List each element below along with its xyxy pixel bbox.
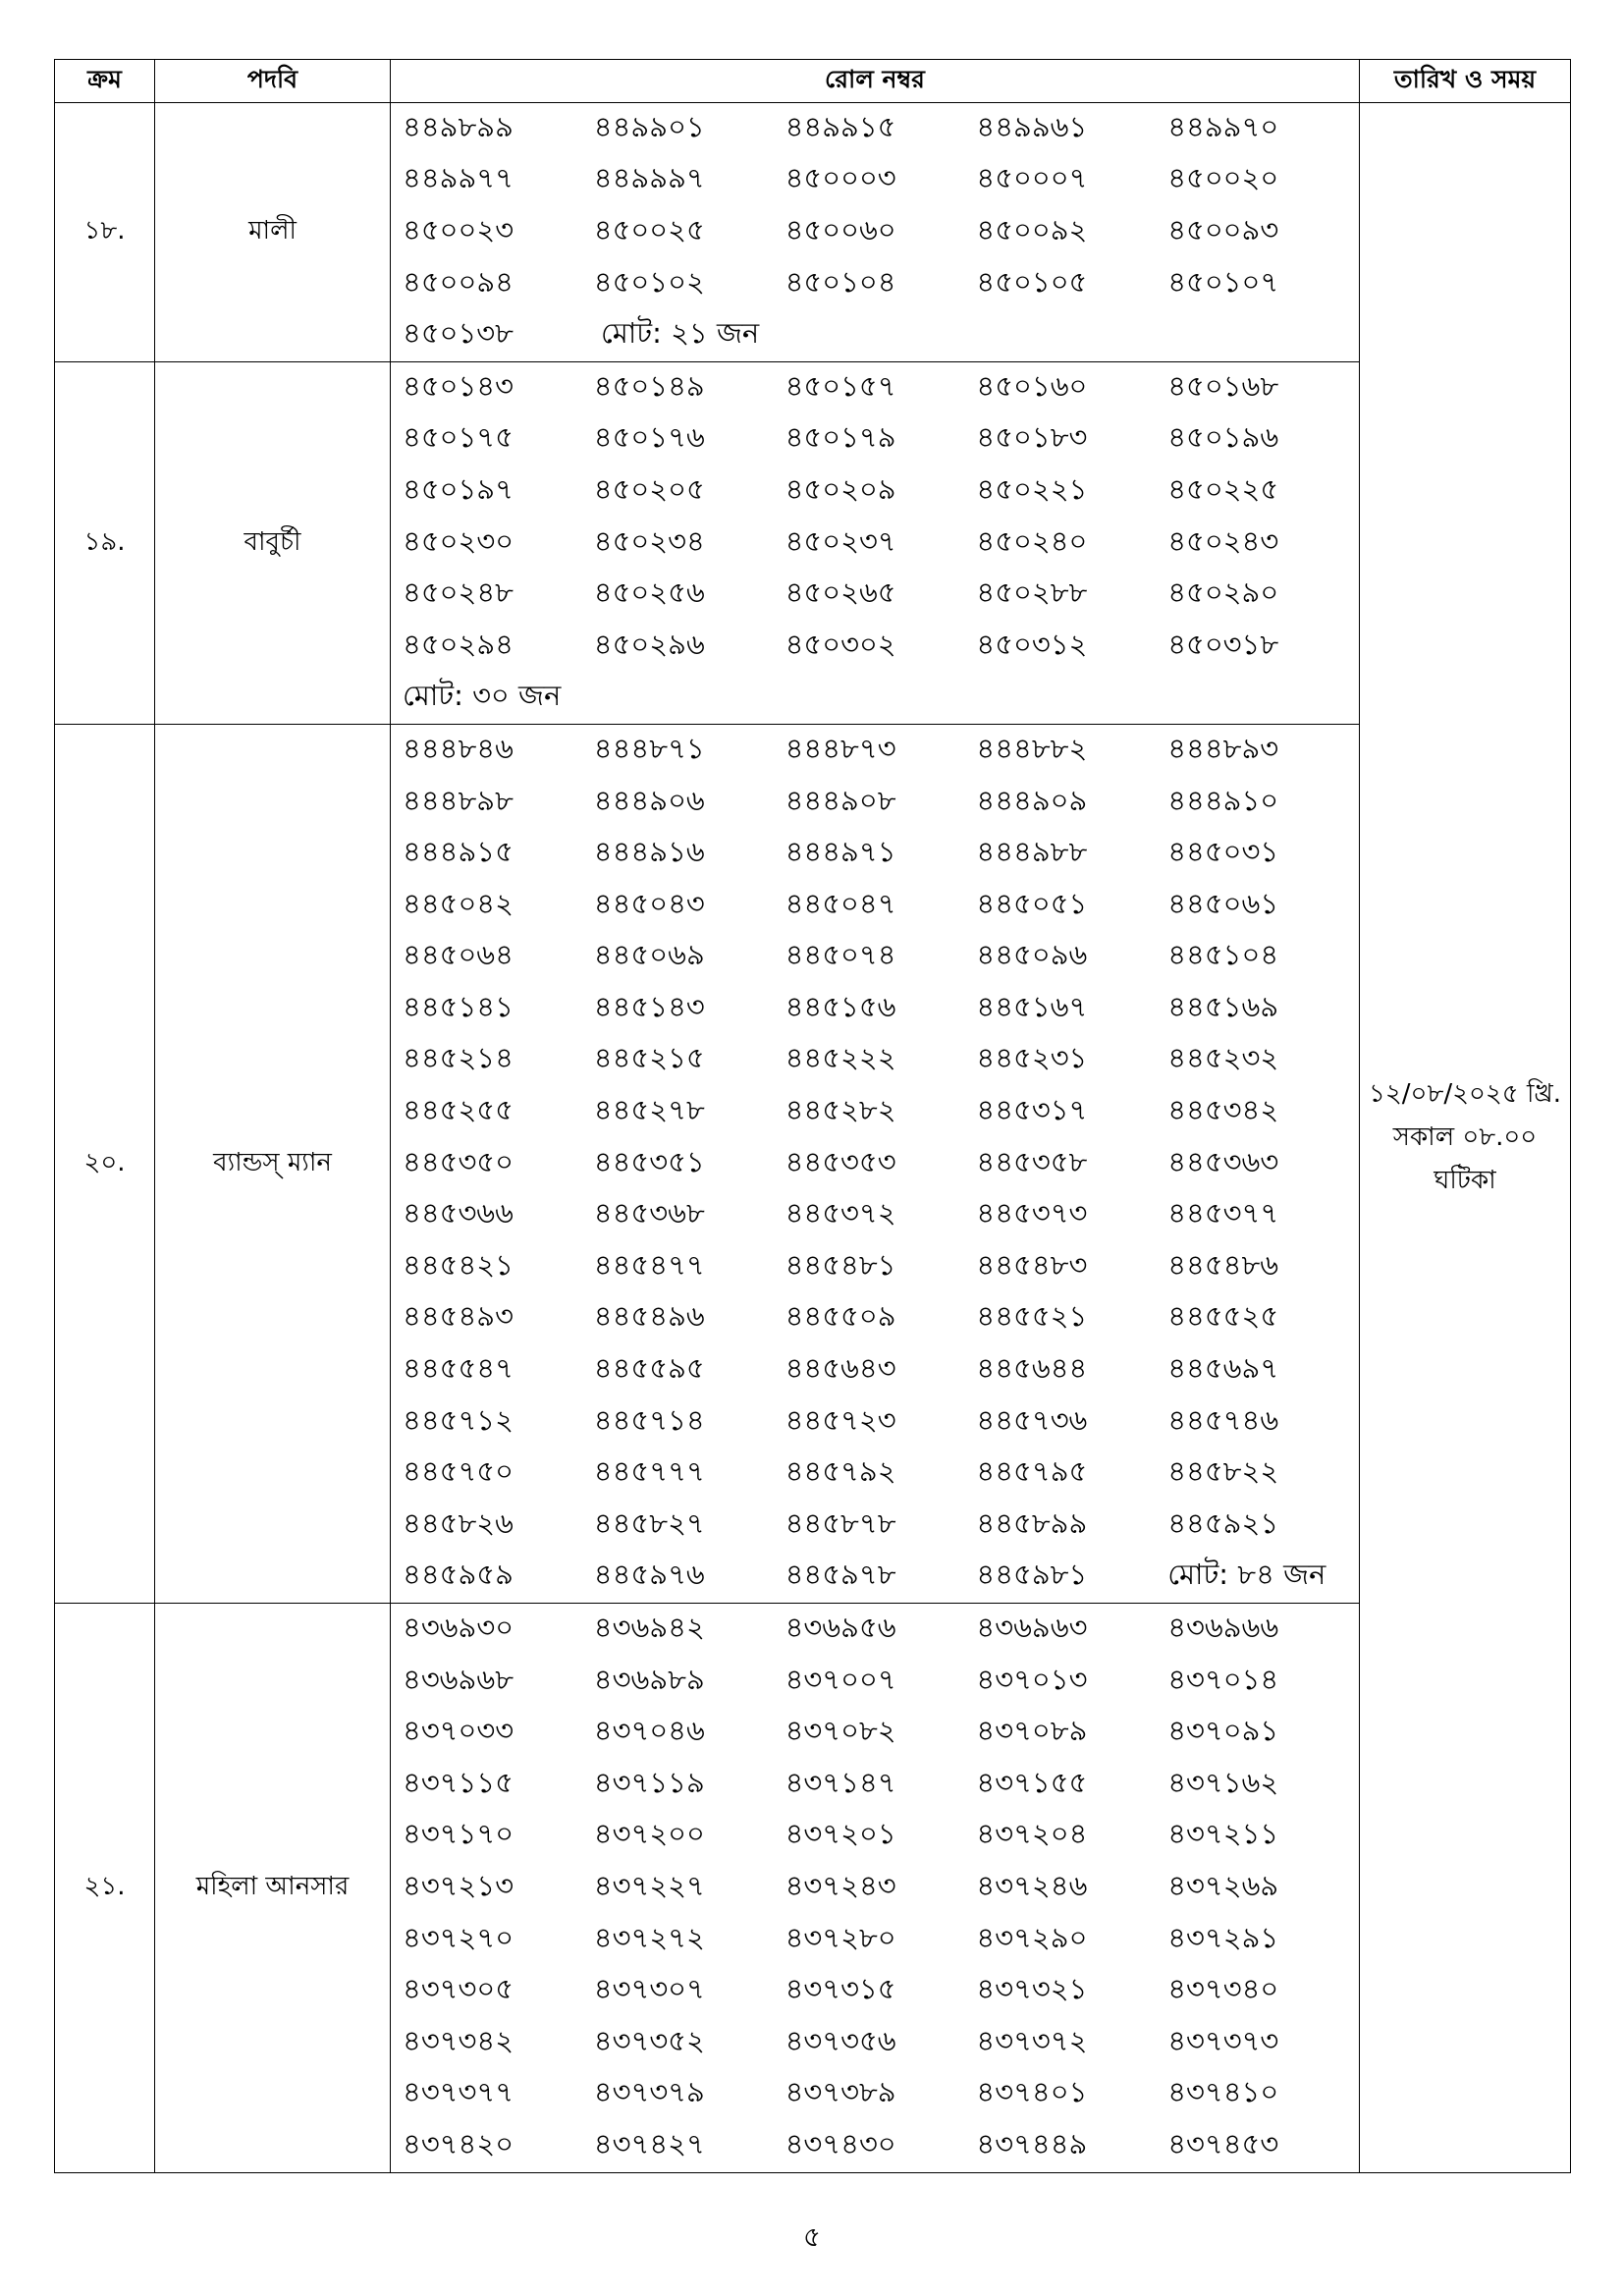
roll-number: ৪৪৫৩৭৭ (1167, 1196, 1279, 1230)
roll-number: ৪৫০২৩৪ (593, 523, 705, 558)
roll-number: ৪৪৫০৯৬ (976, 938, 1088, 972)
roll-number: ৪৪৫৩৪২ (1167, 1093, 1279, 1127)
roll-number: ৪৪৪৮৯৩ (1167, 731, 1279, 765)
roll-row (391, 1241, 1359, 1293)
roll-number: ৪৪৫২৮২ (785, 1093, 896, 1127)
roll-row (391, 932, 1359, 984)
roll-row (391, 362, 1359, 414)
roll-number: ৪৪৫৮২৭ (593, 1505, 705, 1540)
roll-row (391, 1707, 1359, 1759)
roll-number: ৪৪৫৫৯৫ (593, 1351, 705, 1386)
roll-number: ৪৪৫২৩১ (976, 1041, 1088, 1075)
roll-number: ৪৩৬৯৬৮ (403, 1662, 514, 1696)
roll-number: ৪৪৫৭৪৬ (1167, 1402, 1279, 1437)
roll-row (391, 1862, 1359, 1914)
roll-number: ৪৪৫০৩১ (1167, 835, 1279, 869)
group-serial: ১৮. (55, 103, 155, 362)
roll-number: ৪৩৭২৪৬ (976, 1868, 1088, 1902)
roll-number: ৪৪৫০৪৭ (785, 886, 896, 920)
group-post: বাবুর্চী (155, 361, 391, 724)
roll-number: ৪৩৭২৯১ (1167, 1920, 1279, 1954)
roll-number: ৪৪৫২১৫ (593, 1041, 705, 1075)
roll-number: ৪৩৭৩২১ (976, 1972, 1088, 2006)
roll-row (391, 1500, 1359, 1552)
roll-row (391, 155, 1359, 207)
roll-number: ৪৪৫৫২৫ (1167, 1299, 1279, 1334)
date-line: ১২/০৮/২০২৫ খ্রি. (1369, 1079, 1561, 1110)
roll-number: ৪৩৭৪২৭ (593, 2126, 705, 2160)
roll-number: ৪৪৪৯৭১ (785, 835, 896, 869)
group-serial: ১৯. (55, 361, 155, 724)
roll-number: ৪৩৭২০১ (785, 1817, 896, 1851)
group-row (55, 1604, 1571, 2173)
roll-number: ৪৪৫১০৪ (1167, 938, 1279, 972)
roll-number: ৪৫০২২৫ (1167, 471, 1279, 506)
roll-number: ৪৪৫৩৬৩ (1167, 1144, 1279, 1178)
roll-number: ৪৩৭৩৪২ (403, 2023, 514, 2057)
group-serial: ২১. (55, 1604, 155, 2173)
roll-number-table (54, 59, 1571, 2173)
roll-row (391, 1189, 1359, 1241)
roll-row (391, 1293, 1359, 1345)
roll-number: ৪৪৫৯৮১ (976, 1558, 1088, 1592)
roll-number: ৪৩৭৪৪৯ (976, 2126, 1088, 2160)
roll-number: ৪৫০১৯৬ (1167, 420, 1279, 455)
roll-number: ৪৩৭০৪৬ (593, 1714, 705, 1748)
roll-number: ৪৩৭৩০৭ (593, 1972, 705, 2006)
roll-row (391, 518, 1359, 570)
roll-number: ৪৫০২৯৪ (403, 627, 514, 661)
roll-number: ৪৪৫১৬৯ (1167, 989, 1279, 1023)
roll-number: ৪৪৪৯০৯ (976, 783, 1088, 817)
roll-number: ৪৩৭৪২০ (403, 2126, 514, 2160)
roll-number: ৪৪৫৬৪৩ (785, 1351, 896, 1386)
roll-number: ৪৪৫২৫৫ (403, 1093, 514, 1127)
roll-number: ৪৫০২২১ (976, 471, 1088, 506)
roll-number: ৪৪৫৭১৪ (593, 1402, 705, 1437)
roll-number: ৪৩৭৩৫৬ (785, 2023, 896, 2057)
roll-number: ৪৪৫৮৭৮ (785, 1505, 896, 1540)
roll-row (391, 777, 1359, 829)
roll-number: ৪৪৫৩৭৩ (976, 1196, 1088, 1230)
roll-number: ৪৫০০০৭ (976, 161, 1088, 195)
roll-number: ৪৪৪৯৮৮ (976, 835, 1088, 869)
roll-row (391, 880, 1359, 932)
roll-number: ৪৪৫০৫১ (976, 886, 1088, 920)
roll-number: ৪৫০২৯০ (1167, 575, 1279, 610)
roll-number: ৪৪৫৬৪৪ (976, 1351, 1088, 1386)
roll-row (391, 1759, 1359, 1811)
roll-number: ৪৩৭০৮২ (785, 1714, 896, 1748)
roll-number: ৪৩৭৩৭৯ (593, 2075, 705, 2109)
roll-number: ৪৩৭২৯০ (976, 1920, 1088, 1954)
roll-number: ৪৫০১০৭ (1167, 264, 1279, 299)
roll-row (391, 1811, 1359, 1863)
roll-row (391, 1396, 1359, 1449)
roll-row (391, 828, 1359, 880)
header-post: পদবি (155, 60, 391, 103)
roll-row (391, 1344, 1359, 1396)
roll-number: ৪৫০০২০ (1167, 161, 1279, 195)
roll-number: ৪৫০২৪৩ (1167, 523, 1279, 558)
roll-number: ৪৩৭৪৩০ (785, 2126, 896, 2160)
roll-number: ৪৪৪৮৭৩ (785, 731, 896, 765)
group-row (55, 103, 1571, 362)
roll-number: ৪৩৭৪০১ (976, 2075, 1088, 2109)
roll-number: ৪৪৫৩৫১ (593, 1144, 705, 1178)
roll-number: ৪৪৫৪৮৬ (1167, 1247, 1279, 1282)
roll-number: ৪৫০১৭৬ (593, 420, 705, 455)
roll-number: ৪৩৭২৭০ (403, 1920, 514, 1954)
roll-number: ৪৫০২০৯ (785, 471, 896, 506)
roll-number: ৪৪৪৮৯৮ (403, 783, 514, 817)
roll-number: ৪৩৭২০০ (593, 1817, 705, 1851)
roll-number: ৪৪৫৩৫৮ (976, 1144, 1088, 1178)
roll-number: ৪৫০০৬০ (785, 212, 896, 246)
roll-number: ৪৫০২০৫ (593, 471, 705, 506)
roll-number: ৪৫০১৭৯ (785, 420, 896, 455)
roll-number: ৪৫০১০৫ (976, 264, 1088, 299)
roll-number: ৪৩৭৩১৫ (785, 1972, 896, 2006)
roll-number: ৪৪৫০৬৯ (593, 938, 705, 972)
roll-row (391, 2017, 1359, 2069)
table-header-row (55, 60, 1571, 103)
roll-number: ৪৫০১৬৮ (1167, 368, 1279, 403)
roll-number: ৪৩৭২৬৯ (1167, 1868, 1279, 1902)
roll-number: ৪৩৭০১৪ (1167, 1662, 1279, 1696)
roll-number: ৪৪৫৯৫৯ (403, 1558, 514, 1592)
roll-number: ৪৩৭২৮০ (785, 1920, 896, 1954)
roll-number: ৪৪৪৮৪৬ (403, 731, 514, 765)
roll-number: ৪৪৯৮৯৯ (403, 109, 514, 143)
roll-number: ৪৫০২৪০ (976, 523, 1088, 558)
group-roll-list (391, 103, 1360, 362)
roll-row (391, 1914, 1359, 1966)
roll-number: ৪৫০২৮৮ (976, 575, 1088, 610)
roll-number: ৪৩৭২৪৩ (785, 1868, 896, 1902)
roll-number: ৪৫০০২৫ (593, 212, 705, 246)
roll-number: ৪৪৫৯৭৮ (785, 1558, 896, 1592)
roll-row (391, 725, 1359, 777)
roll-number: ৪৫০২৬৫ (785, 575, 896, 610)
roll-number: ৪৪৫১৪৩ (593, 989, 705, 1023)
roll-number: ৪৫০২৩০ (403, 523, 514, 558)
roll-number: ৪৫০২৯৬ (593, 627, 705, 661)
roll-number: ৪৪৯৯৬১ (976, 109, 1088, 143)
roll-number: ৪৪৫৮৯৯ (976, 1505, 1088, 1540)
roll-number: ৪৫০০৯৩ (1167, 212, 1279, 246)
roll-number: ৪৪৪৮৭১ (593, 731, 705, 765)
roll-number: ৪৪৫৪৯৩ (403, 1299, 514, 1334)
roll-number: ৪৩৬৯৮৯ (593, 1662, 705, 1696)
roll-row (391, 414, 1359, 466)
roll-number: ৪৩৭১৭০ (403, 1817, 514, 1851)
roll-number: ৪৩৭৪১০ (1167, 2075, 1279, 2109)
roll-number: ৪৫০৩০২ (785, 627, 896, 661)
roll-number: ৪৩৬৯৩০ (403, 1611, 514, 1645)
roll-number: ৪৪৯৯৭০ (1167, 109, 1279, 143)
roll-number: ৪৪৫৮২৬ (403, 1505, 514, 1540)
roll-number: ৪৩৭১১৯ (593, 1765, 705, 1799)
roll-row (391, 1552, 1359, 1604)
roll-number: ৪৫০০০৩ (785, 161, 896, 195)
roll-number: ৪৪৫০৭৪ (785, 938, 896, 972)
roll-row (391, 1604, 1359, 1656)
roll-row (391, 569, 1359, 621)
group-row (55, 361, 1571, 724)
roll-row (391, 2120, 1359, 2172)
roll-row (391, 1965, 1359, 2017)
roll-number: ৪৪৫৫২১ (976, 1299, 1088, 1334)
roll-row (391, 2069, 1359, 2121)
roll-number: ৪৪৫১৬৭ (976, 989, 1088, 1023)
roll-number: ৪৫০১৪৩ (403, 368, 514, 403)
roll-number: ৪৩৭৪৫৩ (1167, 2126, 1279, 2160)
roll-number: ৪৪৫৯২১ (1167, 1505, 1279, 1540)
roll-number: ৪৪৫০৪২ (403, 886, 514, 920)
roll-number: ৪৪৫৪২১ (403, 1247, 514, 1282)
roll-number: ৪৪৪৯১০ (1167, 783, 1279, 817)
roll-number: ৪৫০২৪৮ (403, 575, 514, 610)
roll-row (391, 983, 1359, 1035)
roll-number: ৪৪৫১৫৬ (785, 989, 896, 1023)
roll-row (391, 1138, 1359, 1190)
roll-number: ৪৩৭৩৭২ (976, 2023, 1088, 2057)
roll-row (391, 258, 1359, 310)
roll-number: ৪৪৫৫০৯ (785, 1299, 896, 1334)
roll-number: ৪৪৪৮৮২ (976, 731, 1088, 765)
roll-number: ৪৩৬৯৪২ (593, 1611, 705, 1645)
roll-number: ৪৪৫৩৫৩ (785, 1144, 896, 1178)
roll-number: ৪৪৫৭৯২ (785, 1454, 896, 1489)
roll-number: ৪৪৫৭১২ (403, 1402, 514, 1437)
roll-number: ৪৪৪৯১৫ (403, 835, 514, 869)
group-total: মোট: ৩০ জন (403, 679, 562, 713)
roll-number: ৪৩৭২৭২ (593, 1920, 705, 1954)
roll-number: ৪৪৫৭৩৬ (976, 1402, 1088, 1437)
roll-number: ৪৫০১০২ (593, 264, 705, 299)
roll-number: ৪৩৭০১৩ (976, 1662, 1088, 1696)
roll-row (391, 1035, 1359, 1087)
roll-number: ৪৩৭১৫৫ (976, 1765, 1088, 1799)
roll-number: ৪৩৭২১১ (1167, 1817, 1279, 1851)
roll-number: ৪৪৫৭৭৭ (593, 1454, 705, 1489)
roll-number: ৪৪৫৩৬৬ (403, 1196, 514, 1230)
roll-number: ৪৪৫৩৭২ (785, 1196, 896, 1230)
roll-number: ৪৪৫২৩২ (1167, 1041, 1279, 1075)
roll-number: ৪৩৬৯৬৬ (1167, 1611, 1279, 1645)
roll-number: ৪৪৫৬৯৭ (1167, 1351, 1279, 1386)
roll-row (391, 206, 1359, 258)
roll-number: ৪৫০০২৩ (403, 212, 514, 246)
roll-number: ৪৪৫৪৮৩ (976, 1247, 1088, 1282)
roll-number: ৪৪৫৪৯৬ (593, 1299, 705, 1334)
roll-number: ৪৩৭০৩৩ (403, 1714, 514, 1748)
roll-number: ৪৩৭৩৭৭ (403, 2075, 514, 2109)
roll-number: ৪৪৪৯০৬ (593, 783, 705, 817)
roll-number: ৪৫০১৬০ (976, 368, 1088, 403)
group-roll-list (391, 1604, 1360, 2173)
roll-number: ৪৪৫৩৬৮ (593, 1196, 705, 1230)
roll-number: ৪৪৫৭৫০ (403, 1454, 514, 1489)
roll-number: ৪৪৫২২২ (785, 1041, 896, 1075)
header-serial: ক্রম (55, 60, 155, 103)
group-post: মহিলা আনসার (155, 1604, 391, 2173)
roll-number: ৪৪৯৯০১ (593, 109, 705, 143)
roll-row (391, 1086, 1359, 1138)
roll-number: ৪৪৫৭৯৫ (976, 1454, 1088, 1489)
roll-number: ৪৩৭০৮৯ (976, 1714, 1088, 1748)
roll-number: ৪৫০১৪৯ (593, 368, 705, 403)
roll-row (391, 309, 1359, 361)
roll-number: ৪৪৫০৬৪ (403, 938, 514, 972)
roll-row (391, 673, 1359, 725)
roll-row (391, 1448, 1359, 1500)
roll-number: ৪৪৫১৪১ (403, 989, 514, 1023)
roll-number: ৪৪৫২১৪ (403, 1041, 514, 1075)
roll-number: ৪৫০৩১৮ (1167, 627, 1279, 661)
roll-number: ৪৩৭১১৫ (403, 1765, 514, 1799)
roll-row (391, 1656, 1359, 1708)
roll-number: ৪৫০২৫৬ (593, 575, 705, 610)
roll-number: ৪৪৯৯৭৭ (403, 161, 514, 195)
roll-number: ৪৫০০৯২ (976, 212, 1088, 246)
header-date-time: তারিখ ও সময় (1360, 60, 1571, 103)
roll-number: ৪৩৬৯৫৬ (785, 1611, 896, 1645)
roll-number: ৪৪৫৩১৭ (976, 1093, 1088, 1127)
roll-number: ৪৩৬৯৬৩ (976, 1611, 1088, 1645)
roll-number: ৪৫০১৮৩ (976, 420, 1088, 455)
roll-number: ৪৪৫৩৫০ (403, 1144, 514, 1178)
roll-number: ৪৩৭২০৪ (976, 1817, 1088, 1851)
group-serial: ২০. (55, 725, 155, 1604)
roll-number: ৪৪৫৪৮১ (785, 1247, 896, 1282)
roll-number: ৪৩৭১৬২ (1167, 1765, 1279, 1799)
group-post: ব্যান্ডস্ ম্যান (155, 725, 391, 1604)
roll-number: ৪৩৭৩৮৯ (785, 2075, 896, 2109)
time-line: সকাল ০৮.০০ (1392, 1122, 1538, 1153)
page-number: ৫ (802, 2220, 822, 2253)
roll-number: ৪৫০২৩৭ (785, 523, 896, 558)
roll-number: ৪৪৫২৭৮ (593, 1093, 705, 1127)
group-row (55, 725, 1571, 1604)
roll-number: ৪৫০৩১২ (976, 627, 1088, 661)
roll-number: ৪৩৭২২৭ (593, 1868, 705, 1902)
roll-number: ৪৩৭৩৪০ (1167, 1972, 1279, 2006)
roll-number: ৪৪৫০৬১ (1167, 886, 1279, 920)
roll-number: ৪৫০১৭৫ (403, 420, 514, 455)
roll-number: ৪৩৭০০৭ (785, 1662, 896, 1696)
group-post: মালী (155, 103, 391, 362)
roll-number: ৪৫০১৯৭ (403, 471, 514, 506)
time-suffix-line: ঘটিকা (1434, 1166, 1496, 1196)
roll-number: ৪৪৯৯৯৭ (593, 161, 705, 195)
roll-number: ৪৪৫০৪৩ (593, 886, 705, 920)
roll-number: ৪৪৯৯১৫ (785, 109, 896, 143)
header-roll-number: রোল নম্বর (391, 60, 1360, 103)
roll-number: ৪৩৭৩৫২ (593, 2023, 705, 2057)
roll-number: ৪৪৫৭২৩ (785, 1402, 896, 1437)
exam-date-time (1360, 103, 1571, 2173)
roll-number: ৪৫০১৫৭ (785, 368, 896, 403)
roll-number: ৪৪৪৯১৬ (593, 835, 705, 869)
roll-number: ৪৫০০৯৪ (403, 264, 514, 299)
roll-number: ৪৩৭০৯১ (1167, 1714, 1279, 1748)
roll-number: ৪৩৭২১৩ (403, 1868, 514, 1902)
roll-number: ৪৪৫৮২২ (1167, 1454, 1279, 1489)
roll-row (391, 103, 1359, 155)
roll-number: ৪৩৭৩০৫ (403, 1972, 514, 2006)
roll-number: ৪৩৭৩৭৩ (1167, 2023, 1279, 2057)
group-total: মোট: ৮৪ জন (1167, 1558, 1326, 1592)
roll-row (391, 465, 1359, 518)
roll-number: ৪৪৫৪৭৭ (593, 1247, 705, 1282)
roll-number: ৪৩৭১৪৭ (785, 1765, 896, 1799)
roll-number: ৪৪৫৯৭৬ (593, 1558, 705, 1592)
group-total: মোট: ২১ জন (601, 316, 760, 351)
roll-number: ৪৫০১৩৮ (403, 316, 514, 351)
roll-number: ৪৪৫৫৪৭ (403, 1351, 514, 1386)
roll-number: ৪৪৪৯০৮ (785, 783, 896, 817)
roll-row (391, 621, 1359, 673)
roll-number: ৪৫০১০৪ (785, 264, 896, 299)
group-roll-list (391, 361, 1360, 724)
group-roll-list (391, 725, 1360, 1604)
